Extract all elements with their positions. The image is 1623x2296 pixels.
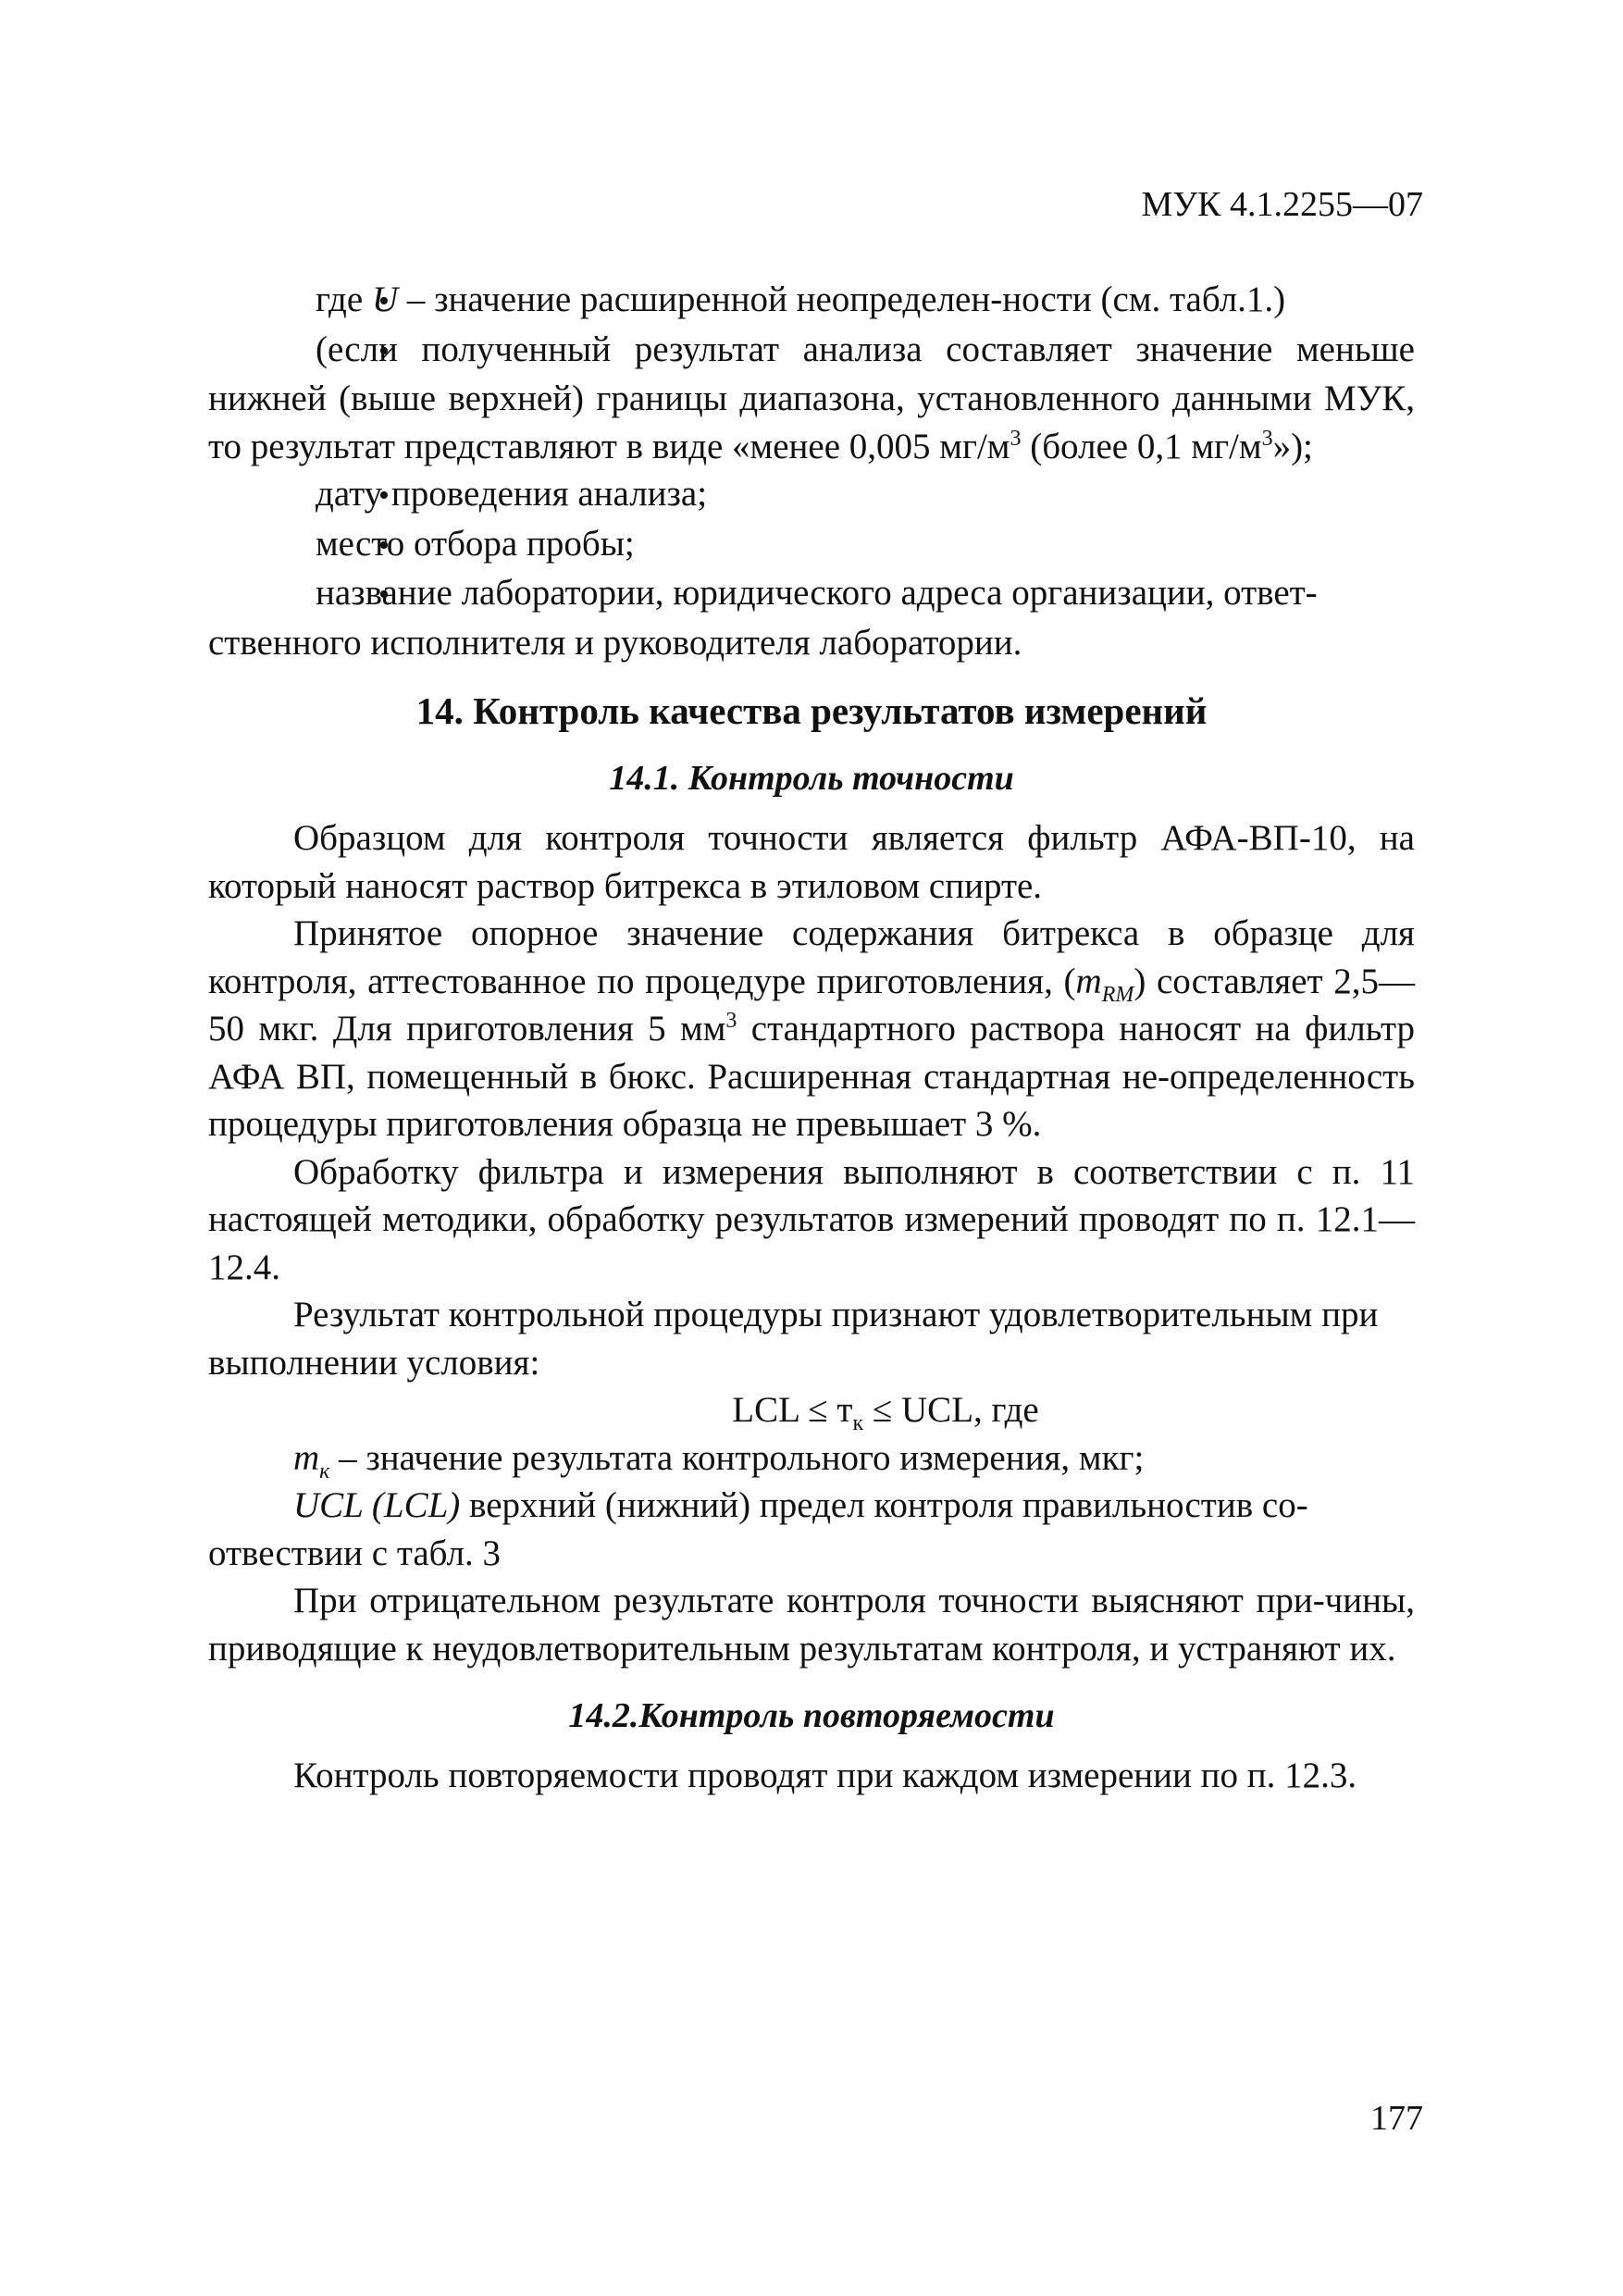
- symbol-ucl-lcl: UCL (LCL): [293, 1485, 461, 1525]
- paragraph-condition: Результат контрольной процедуры признают удовлетворительным при выполнении условия:: [208, 1295, 1379, 1383]
- document-code: МУК 4.1.2255—07: [1141, 185, 1423, 224]
- definition-mk: [208, 1434, 1415, 1483]
- range-sup-1: 3: [1010, 426, 1022, 451]
- bullet-range-text: (если полученный результат анализа составляет значение меньше нижней (выше верхней) границы диапазона, установленного данными МУК, то результат представляют в виде «менее 0,005 мг/м: [208, 329, 1415, 466]
- bullet-uncertainty-text: – значение расширенной неопределен-ности (см. табл.1.): [398, 279, 1286, 319]
- bullet-range-mid: (более 0,1 мг/м: [1021, 426, 1262, 466]
- reference-text-c: стандартного раствора наносят на фильтр АФА ВП, помещенный в бюкс. Расширенная стандартная не-определенность процедуры приготовления образца не превышает 3 %.: [208, 1009, 1415, 1144]
- bullet-range-end: »);: [1272, 426, 1313, 466]
- reference-text-b: ) составляет 2,5—50 мкг. Для приготовления 5 мм: [208, 961, 1415, 1049]
- bullet-date-text: дату проведения анализа;: [316, 474, 708, 514]
- definition-mk-text: – значение результата контрольного измерения, мкг;: [329, 1437, 1145, 1478]
- paragraph-negative-result: При отрицательном результате контроля точности выясняют при-чины, приводящие к неудовлетворительным результатам контроля, и устраняют их.: [208, 1581, 1415, 1669]
- bullet-place-text: место отбора пробы;: [316, 523, 635, 564]
- section-14-heading: 14. Контроль качества результатов измерений: [415, 689, 1208, 732]
- definition-ucl-lcl-text: верхний (нижний) предел контроля правильностив со-отвествии с табл. 3: [208, 1485, 1308, 1573]
- bullet-date: [208, 470, 1415, 520]
- bullet-uncertainty: [208, 276, 1415, 326]
- subsection-14-2-heading: 14.2.Контроль повторяемости: [568, 1696, 1055, 1735]
- bullet-uncertainty-pre: где: [316, 279, 372, 319]
- symbol-u: U: [371, 279, 399, 319]
- paragraph-processing: Обработку фильтра и измерения выполняют в соответствии с п. 11 настоящей методики, обработку результатов измерений проводят по п. 12.1—12.4.: [208, 1151, 1415, 1287]
- formula-left: LCL ≤ т: [732, 1390, 853, 1430]
- range-sup-2: 3: [1261, 426, 1273, 451]
- formula-sub: к: [852, 1410, 864, 1435]
- bullet-place: [208, 520, 1415, 570]
- reference-sup: 3: [725, 1009, 737, 1033]
- formula-right: ≤ UCL, где: [863, 1390, 1039, 1430]
- definition-ucl-lcl: [208, 1482, 1415, 1577]
- subsection-14-1-heading: 14.1. Контроль точности: [609, 759, 1014, 798]
- symbol-rm-sub: RM: [1101, 982, 1134, 1007]
- paragraph-reference-value: [208, 910, 1415, 1148]
- symbol-m: m: [1075, 961, 1102, 1001]
- paragraph-sample: Образцом для контроля точности является фильтр АФА-ВП-10, на который наносят раствор битрекса в этиловом спирте.: [208, 818, 1415, 906]
- bullet-range: [208, 326, 1415, 471]
- page-body: [208, 276, 1415, 1800]
- symbol-mk: m: [293, 1437, 320, 1478]
- control-formula: [208, 1386, 1415, 1434]
- reference-text-a: Принятое опорное значение содержания битрекса в образце для контроля, аттестованное по процедуре приготовления, (: [208, 913, 1415, 1001]
- page-number: 177: [1370, 2099, 1423, 2138]
- bullet-lab-text: название лаборатории, юридического адреса организации, ответ-ственного исполнителя и руководителя лаборатории.: [208, 573, 1318, 663]
- symbol-mk-sub: к: [319, 1458, 330, 1483]
- bullet-lab: [208, 569, 1415, 666]
- paragraph-repeatability: Контроль повторяемости проводят при каждом измерении по п. 12.3.: [293, 1756, 1357, 1795]
